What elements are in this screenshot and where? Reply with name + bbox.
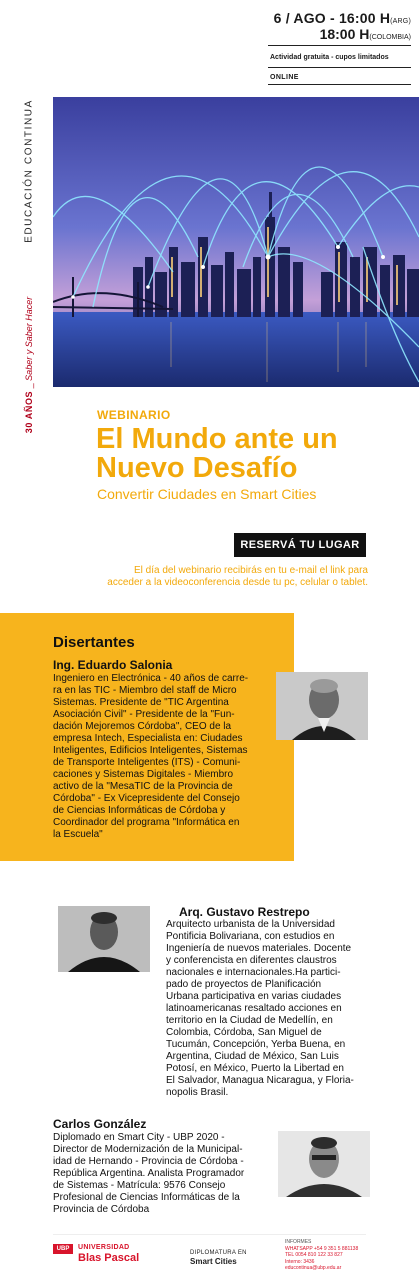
university-label: UNIVERSIDAD bbox=[78, 1244, 130, 1251]
speaker-bio-line: de Ciencias Informáticas de Córdoba y bbox=[53, 805, 226, 816]
reserve-button[interactable]: RESERVÁ TU LUGAR bbox=[234, 533, 366, 557]
speaker-name: Carlos González bbox=[53, 1117, 147, 1131]
speaker-bio bbox=[166, 919, 378, 1099]
program-name: Smart Cities bbox=[190, 1257, 237, 1266]
city-network-image bbox=[53, 97, 419, 387]
activity-info: Actividad gratuita - cupos limitados bbox=[270, 54, 389, 61]
speaker-bio-line: y conferencista en diferentes claustros bbox=[166, 955, 337, 966]
divider bbox=[268, 67, 411, 68]
speaker-photo bbox=[58, 906, 150, 972]
speaker-bio-line: Pontificia Bolivariana, con estudios en bbox=[166, 931, 335, 942]
speaker-bio-line: Potosí, en México, Puerto la Libertad en bbox=[166, 1063, 344, 1074]
speaker-bio-line: Argentina, Ciudad de México, San Luis bbox=[166, 1051, 339, 1062]
speaker-bio bbox=[53, 673, 275, 841]
speaker-bio-line: de Transporte Inteligentes (ITS) - Comuni- bbox=[53, 757, 241, 768]
mode-label: ONLINE bbox=[270, 74, 299, 81]
event-title: El Mundo ante un Nuevo Desafío bbox=[96, 423, 338, 484]
divider bbox=[268, 45, 411, 46]
speaker-bio-line: Sistemas. Presidente de "TIC Argentina bbox=[53, 697, 229, 708]
event-date: 6 / AGO - 16:00 H(ARG) bbox=[273, 10, 411, 26]
event-type: WEBINARIO bbox=[97, 408, 171, 422]
speaker-bio-line: Colombia, Córdoba, San Miguel de bbox=[166, 1027, 322, 1038]
speaker-bio-line: caciones y Sistemas Digitales - Miembro bbox=[53, 769, 234, 780]
speaker-bio-line: Ingeniería de nuevos materiales. Docente bbox=[166, 943, 352, 954]
speaker-bio-line: dación Mejoremos Córdoba", CEO de la bbox=[53, 721, 232, 732]
speaker-bio-line: nacionales e internacionales.Ha partici- bbox=[166, 967, 341, 978]
speaker-bio-line: ra en las TIC - Miembro del staff de Micro bbox=[53, 685, 237, 696]
speaker-name: Arq. Gustavo Restrepo bbox=[179, 905, 310, 919]
speaker-bio-line: El Salvador, Managua Nicaragua, y Floria- bbox=[166, 1075, 354, 1086]
speaker-name: Ing. Eduardo Salonia bbox=[53, 658, 173, 672]
speaker-bio-line: pado de proyectos de Planificación bbox=[166, 979, 322, 990]
speaker-bio-line: Director de Modernización de la Municipal- bbox=[53, 1144, 243, 1155]
speaker-bio-line: Provincia de Córdoba bbox=[53, 1204, 150, 1215]
speaker-bio-line: activo de la "MesaTIC de la Provincia de bbox=[53, 781, 233, 792]
divider bbox=[53, 1234, 366, 1235]
speaker-bio-line: Inteligentes, Edificios Inteligentes, Sistemas bbox=[53, 745, 248, 756]
webinar-note: El día del webinario recibirás en tu e-mail el link para acceder a la videoconferencia desde tu pc, celular o tablet. bbox=[107, 565, 368, 588]
speaker-bio-line: idad de Hernando - Provincia de Córdoba - bbox=[53, 1156, 244, 1167]
speaker-bio-line: República Argentina. Analista Programador bbox=[53, 1168, 245, 1179]
speaker-photo bbox=[278, 1131, 370, 1197]
speaker-bio-line: Córdoba" - Ex Vicepresidente del Consejo bbox=[53, 793, 240, 804]
event-subtitle: Convertir Ciudades en Smart Cities bbox=[97, 486, 317, 502]
speaker-bio-line: latinoamericanas resaltado acciones en bbox=[166, 1003, 342, 1014]
speaker-bio-line: Ingeniero en Electrónica - 40 años de carre- bbox=[53, 673, 249, 684]
speaker-bio-line: territorio en la Ciudad de Medellín, en bbox=[166, 1015, 333, 1026]
speaker-photo bbox=[276, 672, 368, 740]
speaker-bio-line: empresa Intech, Especialista en: Ciudades bbox=[53, 733, 243, 744]
program-label: DIPLOMATURA EN bbox=[190, 1250, 247, 1256]
speaker-bio-line: nopolis Brasil. bbox=[166, 1087, 229, 1098]
speaker-bio-line: Coordinador del programa "Informática en bbox=[53, 817, 240, 828]
speaker-bio-line: Asociación Civil" - Presidente de la "Fun- bbox=[53, 709, 235, 720]
education-label: EDUCACIÓN CONTINUA bbox=[23, 99, 35, 243]
speaker-bio bbox=[53, 1132, 275, 1216]
divider bbox=[268, 84, 411, 85]
speaker-bio-line: la Escuela" bbox=[53, 829, 103, 840]
contact-info: INFORMES WHATSAPP +54 9 351 5 881138 TEL 0054 810 122 33 827 Interno: 3436 educontinua@ubp.edu.ar bbox=[285, 1239, 359, 1271]
speaker-bio-line: Tucumán, Concepción, Yerba Buena, en bbox=[166, 1039, 346, 1050]
ubp-logo-icon: UBP bbox=[53, 1244, 73, 1254]
anniversary-label: 30 AÑOS _ Saber y Saber Hacer bbox=[24, 296, 34, 434]
university-name: Blas Pascal bbox=[78, 1252, 140, 1264]
speaker-bio-line: Diplomado en Smart City - UBP 2020 - bbox=[53, 1132, 225, 1143]
speaker-bio-line: Urbana participativa en varias ciudades bbox=[166, 991, 342, 1002]
speaker-bio-line: de Sistemas - Matrícula: 9576 Consejo bbox=[53, 1180, 226, 1191]
speaker-bio-line: Profesional de Ciencias Informáticas de la bbox=[53, 1192, 240, 1203]
speakers-heading: Disertantes bbox=[53, 634, 135, 651]
speaker-bio-line: Arquitecto urbanista de la Universidad bbox=[166, 919, 335, 930]
event-time-colombia: 18:00 H(COLOMBIA) bbox=[319, 26, 411, 42]
